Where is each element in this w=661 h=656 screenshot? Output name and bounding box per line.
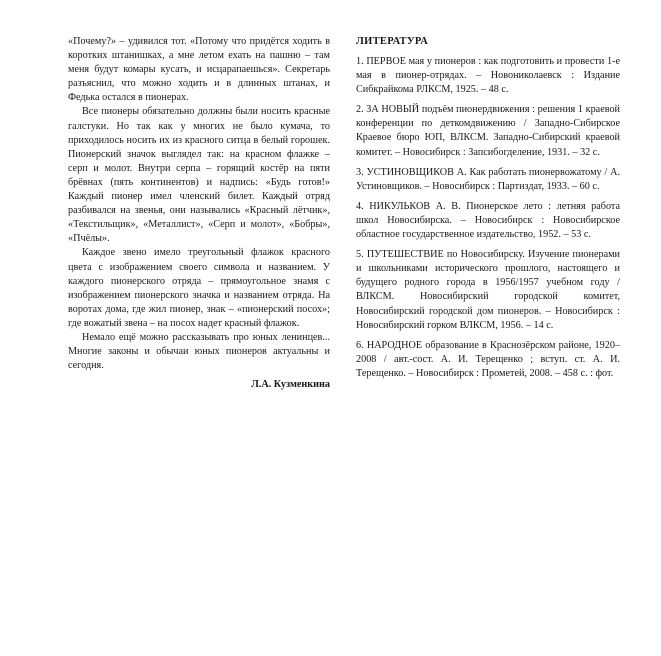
- reference-number: 1.: [356, 56, 364, 67]
- reference-number: 3.: [356, 166, 364, 178]
- reference-number: 6.: [356, 339, 364, 351]
- author-signature: Л.А. Кузменкина: [251, 379, 330, 391]
- body-paragraph-4: Немало ещё можно рассказывать про юных ленинцев... Многие законы и обычаи юных пионеров актуальны и сегодня.: [68, 331, 330, 372]
- reference-head-word: УСТИНОВЩИКОВ: [366, 166, 454, 178]
- reference-head-word: НИКУЛЬКОВ: [369, 200, 431, 212]
- reference-head-word: ЗА НОВЫЙ: [366, 104, 420, 116]
- reference-text: А. В. Пионерское лето : летняя работа школ Новосибирска. – Новосибирск : Новосибирское областное государственное издательство, 1952. – 53 с.: [356, 200, 621, 241]
- reference-head-word: НАРОДНОЕ: [366, 339, 423, 351]
- reference-text: образование в Краснозёрском районе, 1920–2008 / авт.-сост. А. И. Терещенко ; вступ. ст. А. И. Терещенко. – Новосибирск : Прометей, 2008. – 458 с. : фот.: [356, 339, 621, 379]
- reference-item-5: [356, 248, 620, 333]
- reference-number: 4.: [356, 200, 364, 212]
- reference-text: мая у пионеров : как подготовить и провести 1-е мая в пионер-отрядах. – Новониколаевск : Издание Сибкрайкома РЛКСМ, 1925. – 48 с.: [356, 56, 620, 96]
- reference-item-6: [356, 339, 620, 381]
- reference-item-2: [356, 103, 620, 159]
- reference-item-3: [356, 166, 620, 194]
- body-paragraph-2: Все пионеры обязательно должны были носить красные галстуки. Но так как у многих не было кумача, то приходилось носить их из красного ситца в белый горошек. Пионерский значок выглядел так: на красном флажке – серп и молот. Внутри серпа – горящий костёр на пяти брёвнах (пять континентов) и надпись: «Будь готов!» Каждый пионер имел членский билет. Каждый отряд разбивался на звенья, они назывались «Красный лётчик», «Текстильщик», «Металлист», «Серп и молот», «Бобры», «Пчёлы».: [68, 106, 330, 245]
- reference-text: подъём пионердвижения : решения 1 краевой конференции по деткомдвижению / Западно-Сибирское Краевое бюро ЮП, ВЛКСМ. Западно-Сибирский краевой комитет. – Новосибирск : Запсибогделение, 1931. – 32 с.: [356, 104, 621, 158]
- reference-text: А. Как работать пионервожатому / А. Устиновщиков. – Новосибирск : Партиздат, 1933. – 60 с.: [356, 166, 620, 192]
- left-text-column: [68, 35, 330, 390]
- body-paragraph-1: «Почему?» – удивился тот. «Потому что придётся ходить в коротких штанишках, а мне летом ехать на пашню – там меня будут комары кусать, и исцарапаешься». Секретарь разъяснил, что можно ходить и в длинных штанах, и Федька остался в пионерах.: [68, 36, 330, 104]
- reference-text: по Новосибирску. Изучение пионерами и школьниками исторического прошлого, настоящего и будущего родного города в 1956/1957 учебном году / ВЛКСМ. Новосибирский городской комитет, Новосибирский городской дом пионеров. – Новосибирск : Новосибирский горком ВЛКСМ, 1956. – 14 с.: [356, 249, 621, 331]
- body-paragraph-3: Каждое звено имело треугольный флажок красного цвета с изображением своего символа и названием. У каждого пионерского отряда – прямоугольное знамя с изображением пионерского значка и названием отряда. На воротах дома, где жил пионер, знак – «пионерский посох»; где вожатый звена – на посох надет красный флажок.: [68, 247, 330, 329]
- reference-item-4: [356, 200, 620, 242]
- reference-number: 5.: [356, 249, 364, 261]
- reference-head-word: ПЕРВОЕ: [366, 56, 406, 67]
- references-heading: ЛИТЕРАТУРА: [356, 36, 429, 47]
- references-column: [356, 35, 620, 387]
- reference-head-word: ПУТЕШЕСТВИЕ: [366, 249, 444, 261]
- reference-item-1: [356, 55, 620, 97]
- reference-number: 2.: [356, 104, 364, 116]
